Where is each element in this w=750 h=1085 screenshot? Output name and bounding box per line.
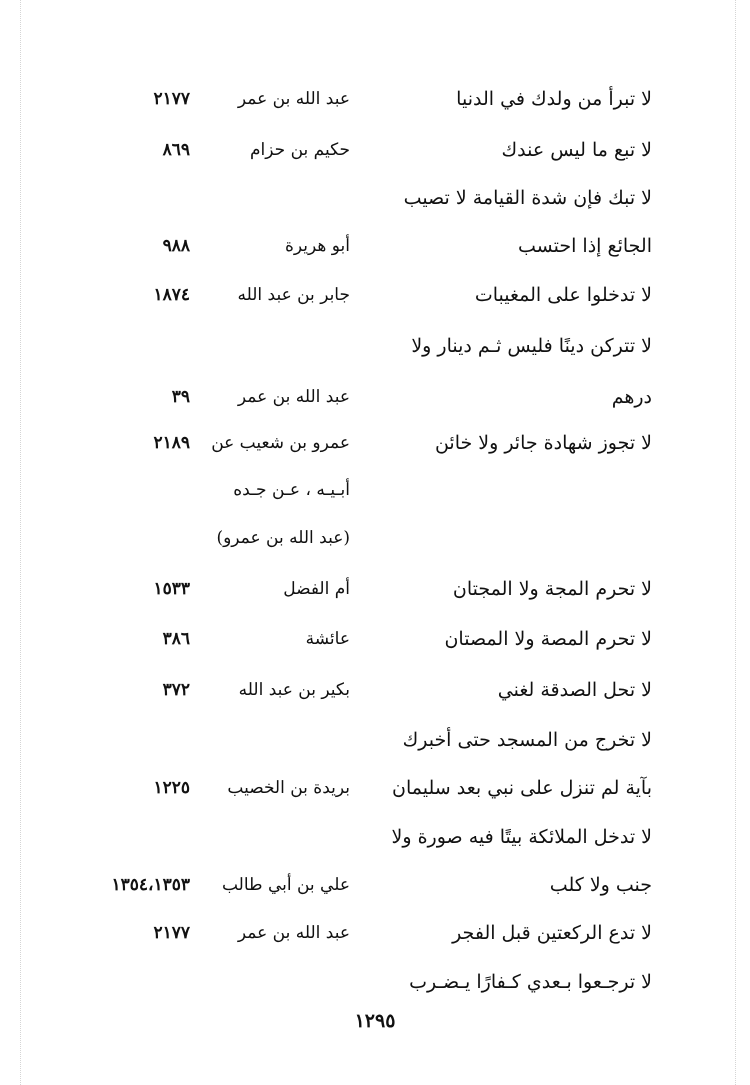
narrator-name: أبو هريرة (284, 236, 350, 256)
list-item (0, 135, 750, 165)
hadith-text: لا تبك فإن شدة القيامة لا تصيب (403, 187, 652, 209)
hadith-number: ٩٨٨ (162, 236, 190, 256)
list-item (0, 870, 750, 900)
page-number: ١٢٩٥ (354, 1010, 396, 1032)
list-item (0, 675, 750, 705)
hadith-number: ٢١٧٧ (153, 923, 190, 943)
hadith-text: لا تحل الصدقة لغني (497, 679, 652, 701)
narrator-name: بكير بن عبد الله (238, 680, 350, 700)
hadith-text: لا تخرج من المسجد حتى أخبرك (402, 729, 652, 751)
list-item (0, 475, 750, 505)
hadith-number: ١٢٢٥ (153, 778, 190, 798)
hadith-number: ٣٧٢ (162, 680, 190, 700)
list-item (0, 428, 750, 458)
hadith-text: لا تجوز شهادة جائر ولا خائن (434, 432, 652, 454)
hadith-text: لا تتركن دينًا فليس ثـم دينار ولا (411, 335, 652, 357)
narrator-name: عبد الله بن عمر (237, 923, 350, 943)
narrator-name: عائشة (305, 629, 350, 649)
narrator-name: جابر بن عبد الله (237, 285, 350, 305)
list-item (0, 84, 750, 114)
hadith-text: لا تحرم المجة ولا المجتان (452, 578, 652, 600)
hadith-text: لا تدخل الملائكة بيتًا فيه صورة ولا (391, 826, 652, 848)
list-item (0, 574, 750, 604)
hadith-text: لا تبرأ من ولدك في الدنيا (456, 88, 652, 110)
hadith-text: لا تحرم المصة ولا المصتان (444, 628, 652, 650)
narrator-name: علي بن أبي طالب (221, 875, 350, 895)
narrator-name: حكيم بن حزام (250, 140, 350, 160)
hadith-text: جنب ولا كلب (549, 874, 652, 896)
list-item (0, 331, 750, 361)
hadith-text: لا تبع ما ليس عندك (501, 139, 652, 161)
list-item (0, 231, 750, 261)
narrator-name: (عبد الله بن عمرو) (216, 528, 350, 548)
hadith-number: ١٨٧٤ (153, 285, 190, 305)
hadith-text: لا تدخلوا على المغيبات (474, 284, 652, 306)
list-item (0, 523, 750, 553)
hadith-number: ٢١٧٧ (153, 89, 190, 109)
narrator-name: بريدة بن الخصيب (227, 778, 350, 798)
list-item (0, 725, 750, 755)
narrator-name: أبـيـه ، عـن جـده (233, 480, 350, 500)
hadith-number: ٣٩ (171, 387, 190, 407)
list-item (0, 382, 750, 412)
list-item (0, 183, 750, 213)
narrator-name: عبد الله بن عمر (237, 89, 350, 109)
narrator-name: عمرو بن شعيب عن (211, 433, 350, 453)
hadith-text: لا ترجـعوا بـعدي كـفارًا يـضـرب (409, 971, 652, 993)
hadith-text: الجائع إذا احتسب (518, 235, 652, 257)
hadith-text: لا تدع الركعتين قبل الفجر (452, 922, 652, 944)
list-item (0, 967, 750, 997)
hadith-number: ٢١٨٩ (153, 433, 190, 453)
hadith-number: ٣٨٦ (162, 629, 190, 649)
hadith-text: بآية لم تنزل على نبي بعد سليمان (392, 777, 652, 799)
list-item (0, 773, 750, 803)
list-item (0, 280, 750, 310)
hadith-number: ١٥٣٣ (153, 579, 190, 599)
narrator-name: عبد الله بن عمر (237, 387, 350, 407)
hadith-number: ٨٦٩ (162, 140, 190, 160)
list-item (0, 918, 750, 948)
hadith-text: درهم (611, 386, 652, 408)
narrator-name: أم الفضل (283, 579, 350, 599)
hadith-number: ١٣٥٤،١٣٥٣ (111, 875, 190, 895)
list-item (0, 624, 750, 654)
list-item (0, 822, 750, 852)
